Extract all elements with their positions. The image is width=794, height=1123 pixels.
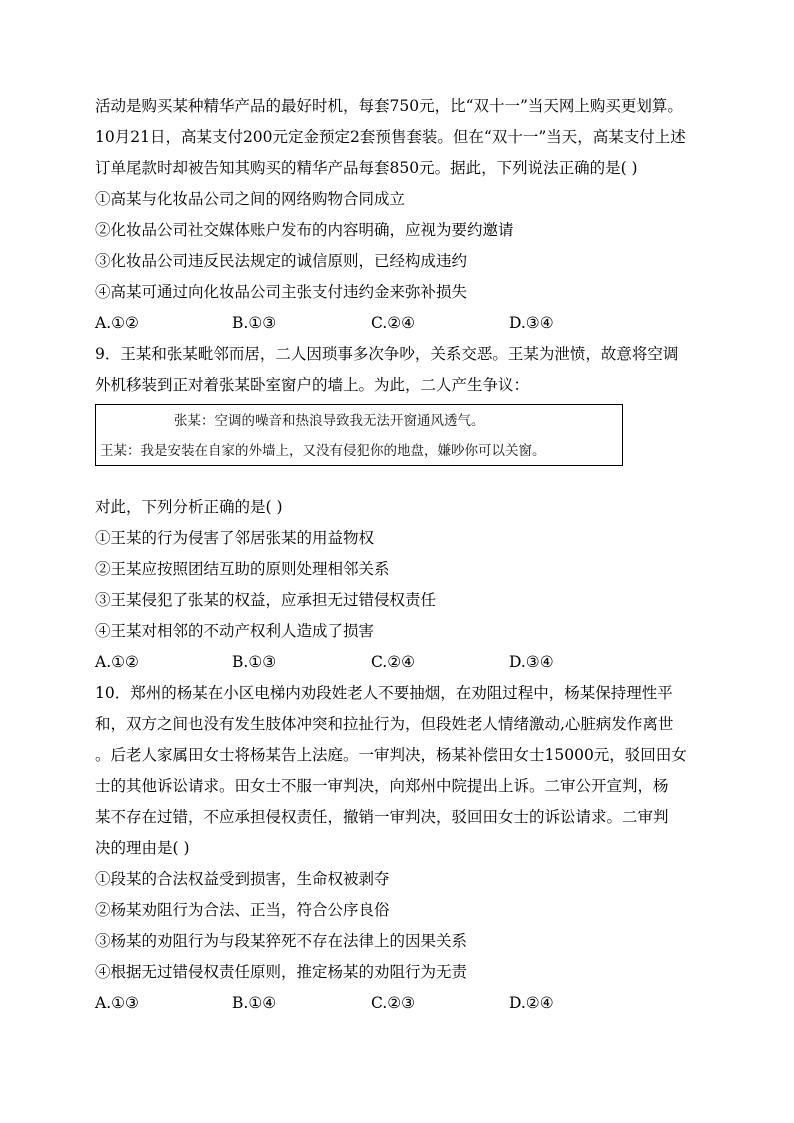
q10-statement-3: ③杨某的劝阻行为与段某猝死不存在法律上的因果关系 [95, 932, 468, 950]
q8-line-1: 活动是购买某种精华产品的最好时机，每套750元，比“双十一”当天网上购买更划算。 [95, 97, 683, 115]
q10-line-6: 决的理由是( ) [95, 839, 190, 857]
q10-option-a[interactable]: A.①③ [95, 994, 139, 1012]
q9-line-2: 外机移装到正对着张某卧室窗户的墙上。为此，二人产生争议： [95, 376, 530, 394]
q9-dialogue-wang: 王某：我是安装在自家的外墙上，又没有侵犯你的地盘，嫌吵你可以关窗。 [100, 443, 546, 459]
q9-option-d[interactable]: D.③④ [509, 653, 554, 671]
q9-dialogue-box [95, 404, 623, 466]
q10-line-5: 某不存在过错，不应承担侵权责任，撤销一审判决，驳回田女士的诉讼请求。二审判 [95, 808, 669, 826]
q8-statement-4: ④高某可通过向化妆品公司主张支付违约金来弥补损失 [95, 283, 468, 301]
q9-statement-2: ②王某应按照团结互助的原则处理相邻关系 [95, 560, 390, 578]
q10-option-d[interactable]: D.②④ [509, 994, 554, 1012]
q10-line-3: 。后老人家属田女士将杨某告上法庭。一审判决，杨某补偿田女士15000元，驳回田女 [95, 746, 687, 764]
q8-statement-3: ③化妆品公司违反民法规定的诚信原则，已经构成违约 [95, 252, 468, 270]
q8-option-d[interactable]: D.③④ [509, 314, 554, 332]
q8-line-3: 订单尾款时却被告知其购买的精华产品每套850元。据此，下列说法正确的是( ) [95, 159, 638, 177]
q10-line-4: 士的其他诉讼请求。田女士不服一审判决，向郑州中院提出上诉。二审公开宣判，杨 [95, 777, 669, 795]
q9-option-c[interactable]: C.②④ [371, 653, 416, 671]
q9-statement-4: ④王某对相邻的不动产权利人造成了损害 [95, 622, 375, 640]
q10-statement-2: ②杨某劝阻行为合法、正当，符合公序良俗 [95, 901, 390, 919]
q9-statement-3: ③王某侵犯了张某的权益，应承担无过错侵权责任 [95, 591, 437, 609]
q9-options [95, 652, 705, 672]
q9-option-b[interactable]: B.①③ [232, 653, 277, 671]
q10-line-1: 10．郑州的杨某在小区电梯内劝段姓老人不要抽烟，在劝阻过程中，杨某保持理性平 [95, 684, 673, 702]
q10-statement-1: ①段某的合法权益受到损害，生命权被剥夺 [95, 870, 390, 888]
q8-options [95, 313, 705, 333]
q10-statement-4: ④根据无过错侵权责任原则，推定杨某的劝阻行为无责 [95, 963, 468, 981]
q10-line-2: 和，双方之间也没有发生肢体冲突和拉扯行为，但段姓老人情绪激动,心脏病发作离世 [95, 715, 674, 733]
q8-option-b[interactable]: B.①③ [232, 314, 277, 332]
q9-statement-1: ①王某的行为侵害了邻居张某的用益物权 [95, 529, 375, 547]
q10-option-c[interactable]: C.②③ [371, 994, 416, 1012]
q8-statement-2: ②化妆品公司社交媒体账户发布的内容明确，应视为要约邀请 [95, 221, 514, 239]
q9-dialogue-zhang: 张某：空调的噪音和热浪导致我无法开窗通风透气。 [174, 413, 485, 429]
q9-line-1: 9．王某和张某毗邻而居，二人因琐事多次争吵，关系交恶。王某为泄愤，故意将空调 [95, 345, 679, 363]
q8-option-a[interactable]: A.①② [95, 314, 139, 332]
q8-option-c[interactable]: C.②④ [371, 314, 416, 332]
q8-statement-1: ①高某与化妆品公司之间的网络购物合同成立 [95, 190, 406, 208]
q9-option-a[interactable]: A.①② [95, 653, 139, 671]
q8-line-2: 10月21日，高某支付200元定金预定2套预售套装。但在“双十一”当天，高某支付上述 [95, 128, 686, 146]
q10-options [95, 993, 705, 1013]
q10-option-b[interactable]: B.①④ [232, 994, 277, 1012]
q9-prompt: 对此，下列分析正确的是( ) [95, 498, 283, 516]
